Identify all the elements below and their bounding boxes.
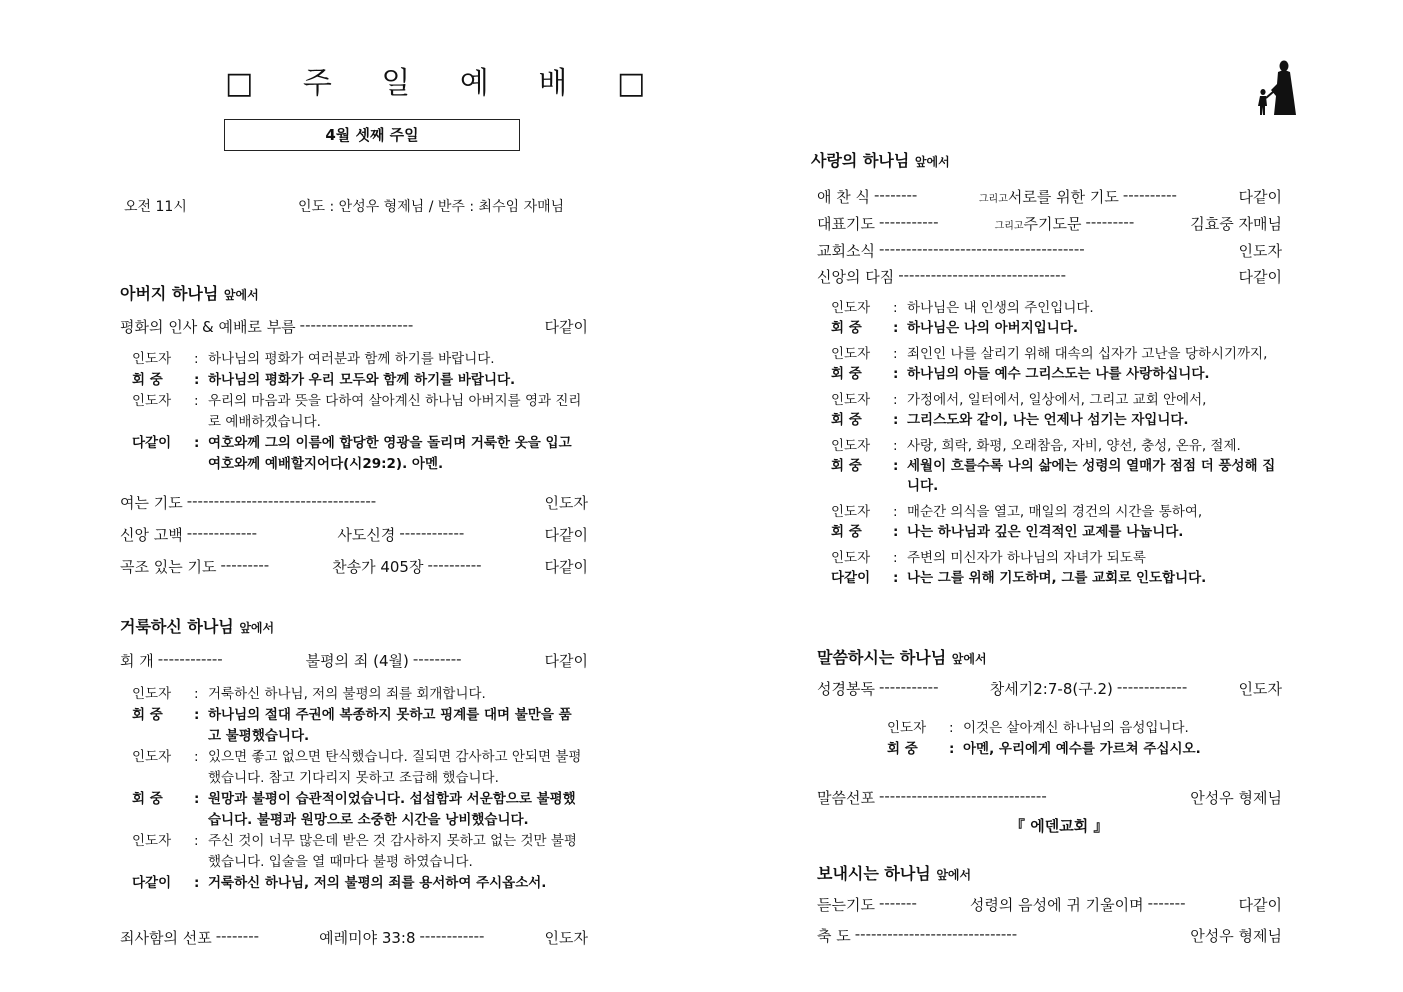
response-text: 있으면 좋고 없으면 탄식했습니다. 질되면 감사하고 안되면 불평했습니다. 참고 기다리지 못하고 조급해 했습니다. [208,749,582,786]
order-news [817,240,1282,261]
speaker: 회 중 [831,366,862,382]
response-row: 회 중 : 하나님의 아들 예수 그리스도는 나를 사랑하십니다. [831,364,1281,384]
item-leader: 다같이 [544,526,589,544]
dash-leader: ----------------------------------- [186,492,377,510]
item-label: 애 찬 식 [817,188,871,206]
speaker: 회 중 [831,320,862,336]
response-row: 회 중 : 그리스도와 같이, 나는 언제나 섬기는 자입니다. [831,410,1281,430]
response-row: 인도자 : 하나님의 평화가 여러분과 함께 하기를 바랍니다. [132,349,582,370]
response-text: 가정에서, 일터에서, 일상에서, 그리고 교회 안에서, [907,392,1207,408]
response-text: 하나님은 내 인생의 주인입니다. [907,300,1094,316]
item-detail: 주기도문 [1023,215,1082,233]
response-row: 인도자 : 주신 것이 너무 많은데 받은 것 감사하지 못하고 없는 것만 불평했습니다. 입술을 열 때마다 불평 하였습니다. [132,831,582,873]
item-label: 말씀선포 [817,789,875,807]
item-leader: 김효중 자매님 [1190,215,1282,233]
item-leader: 인도자 [1238,680,1283,698]
item-label: 평화의 인사 & 예배로 부름 [120,318,296,336]
response-text: 거룩하신 하나님, 저의 불평의 죄를 회개합니다. [208,686,486,702]
response-row: 인도자 : 가정에서, 일터에서, 일상에서, 그리고 교회 안에서, [831,390,1281,410]
item-leader: 다같이 [544,652,589,670]
response-row: 인도자 : 이것은 살아계신 하나님의 음성입니다. [887,718,1267,739]
item-leader: 다같이 [1238,268,1282,286]
section-title: 사랑의 하나님 [811,151,910,170]
dash-leader: ------- [1147,894,1186,912]
item-label: 죄사함의 선포 [120,929,212,947]
response-row: 인도자 : 있으면 좋고 없으면 탄식했습니다. 질되면 감사하고 안되면 불평했습니다. 참고 기다리지 못하고 조급해 했습니다. [132,747,582,789]
order-sermon [817,787,1282,808]
item-leader: 다같이 [1238,896,1282,914]
item-label: 신앙의 다짐 [817,268,895,286]
response-row: 인도자 : 우리의 마음과 뜻을 다하여 살아계신 하나님 아버지를 영과 진리로 예배하겠습니다. [132,391,582,433]
order-benediction [817,925,1282,946]
response-row: 인도자 : 죄인인 나를 살리기 위해 대속의 십자가 고난을 당하시기까지, [831,344,1281,364]
section-title: 보내시는 하나님 [817,864,931,883]
item-label: 축 도 [817,927,851,945]
response-row: 회 중 : 아멘, 우리에게 예수를 가르쳐 주십시오. [887,739,1267,760]
response-text: 우리의 마음과 뜻을 다하여 살아계신 하나님 아버지를 영과 진리로 예배하겠습니다. [208,393,582,430]
item-leader: 다같이 [544,318,588,336]
response-text: 아멘, 우리에게 예수를 가르쳐 주십시오. [963,741,1201,757]
response-text: 주신 것이 너무 많은데 받은 것 감사하지 못하고 없는 것만 불평했습니다. 입술을 열 때마다 불평 하였습니다. [208,833,577,870]
item-detail: 찬송가 405장 [332,558,424,576]
section-heading-holy [120,614,274,637]
speaker: 회 중 [132,707,163,723]
response-text: 이것은 살아계신 하나님의 음성입니다. [963,720,1189,736]
subtitle-box: 4월 셋째 주일 [224,119,520,151]
dash-leader: ---------- [427,556,482,574]
item-leader: 인도자 [544,929,589,947]
response-text: 여호와께 그의 이름에 합당한 영광을 돌리며 거룩한 옷을 입고 여호와께 예배할지어다(시29:2). 아멘. [208,435,572,472]
speaker: 인도자 [831,504,871,520]
connector-word: 그리고 [994,221,1024,232]
item-detail: 예레미야 33:8 [319,929,416,947]
item-leader: 안성우 형제님 [1190,789,1282,807]
dash-leader: --------- [412,650,462,668]
speaker: 다같이 [132,875,172,891]
item-detail: 창세기2:7-8(구.2) [989,680,1113,698]
section-heading-word [817,645,987,668]
service-time: 오전 11시 [124,199,187,215]
dash-leader: ------------------------------- [898,266,1067,284]
section-title: 거룩하신 하나님 [120,617,234,636]
response-text: 주변의 미신자가 하나님의 자녀가 되도록 [907,550,1146,566]
response-text: 하나님의 아들 예수 그리스도는 나를 사랑하십니다. [907,366,1210,382]
response-row: 인도자 : 사랑, 희락, 화평, 오래참음, 자비, 양선, 충성, 온유, 절제. [831,436,1281,456]
section-heading-sending [817,861,971,884]
dash-leader: ------- [878,894,917,912]
section-suffix: 앞에서 [914,155,950,169]
response-row: 인도자 : 주변의 미신자가 하나님의 자녀가 되도록 [831,548,1281,568]
order-hymn [120,556,588,577]
dash-leader: ---------- [1122,186,1177,204]
response-text: 하나님의 절대 주권에 복종하지 못하고 핑계를 대며 불만을 품고 불평했습니다. [208,707,572,744]
service-leaders: 인도 : 안성우 형제님 / 반주 : 최수임 자매님 [298,199,565,215]
section-title: 아버지 하나님 [120,284,219,303]
item-label: 듣는기도 [817,896,875,914]
response-row: 인도자 : 매순간 의식을 열고, 매일의 경건의 시간을 통하여, [831,502,1281,522]
page-title: □ 주 일 예 배 □ [225,66,666,101]
pledge-responses [831,298,1281,588]
response-row: 회 중 : 하나님의 절대 주권에 복종하지 못하고 핑계를 대며 불만을 품고 불평했습니다. [132,705,582,747]
connector-word: 그리고 [978,194,1008,205]
response-text: 나는 그를 위해 기도하며, 그를 교회로 인도합니다. [907,570,1207,586]
dash-leader: ------------ [399,524,465,542]
response-row: 회 중 : 하나님의 평화가 우리 모두와 함께 하기를 바랍니다. [132,370,582,391]
reading-responses [887,718,1267,760]
order-agape [817,186,1282,207]
dash-leader: ------------------------------- [878,787,1047,805]
section-heading-father [120,281,259,304]
speaker: 인도자 [132,833,172,849]
item-detail: 서로를 위한 기도 [1007,188,1119,206]
speaker: 인도자 [831,300,871,316]
speaker: 인도자 [831,392,871,408]
speaker: 회 중 [831,524,862,540]
item-detail: 불평의 죄 (4월) [305,652,409,670]
item-detail: 성령의 음성에 귀 기울이며 [969,896,1144,914]
church-name: 『 에덴교회 』 [1010,817,1109,835]
order-absolution [120,927,588,948]
dash-leader: -------------------------------------- [878,240,1085,258]
response-row: 회 중 : 원망과 불평이 습관적이었습니다. 섭섭함과 서운함으로 불평했습니다. 불평과 원망으로 소중한 시간을 낭비했습니다. [132,789,582,831]
item-leader: 인도자 [1238,242,1282,260]
dash-leader: ----------- [878,213,939,231]
speaker: 인도자 [831,550,871,566]
section-heading-love [811,148,950,171]
response-row: 다같이 : 거룩하신 하나님, 저의 불평의 죄를 용서하여 주시옵소서. [132,873,582,894]
response-row: 다같이 : 나는 그를 위해 기도하며, 그를 교회로 인도합니다. [831,568,1281,588]
item-label: 회 개 [120,652,154,670]
order-listening-prayer [817,894,1282,915]
dash-leader: -------- [874,186,918,204]
item-label: 여는 기도 [120,494,183,512]
item-label: 교회소식 [817,242,875,260]
order-pledge [817,266,1282,287]
speaker: 인도자 [132,749,172,765]
speaker: 회 중 [887,741,918,757]
response-row: 회 중 : 나는 하나님과 깊은 인격적인 교제를 나눕니다. [831,522,1281,542]
item-leader: 다같이 [1238,188,1282,206]
response-text: 하나님은 나의 아버지입니다. [907,320,1079,336]
response-row: 인도자 : 거룩하신 하나님, 저의 불평의 죄를 회개합니다. [132,684,582,705]
speaker: 인도자 [831,438,871,454]
response-text: 그리스도와 같이, 나는 언제나 섬기는 자입니다. [907,412,1189,428]
dash-leader: ----------- [878,678,939,696]
speaker: 인도자 [132,351,172,367]
response-row: 인도자 : 하나님은 내 인생의 주인입니다. [831,298,1281,318]
speaker: 다같이 [132,435,172,451]
item-leader: 인도자 [544,494,588,512]
response-row: 다같이 : 여호와께 그의 이름에 합당한 영광을 돌리며 거룩한 옷을 입고 여호와께 예배할지어다(시29:2). 아멘. [132,433,582,475]
response-text: 하나님의 평화가 우리 모두와 함께 하기를 바랍니다. [208,372,516,388]
dash-leader: ------------- [1116,678,1188,696]
item-label: 곡조 있는 기도 [120,558,217,576]
section-suffix: 앞에서 [951,652,987,666]
item-label: 성경봉독 [817,680,875,698]
item-detail: 사도신경 [337,526,396,544]
section-suffix: 앞에서 [936,868,972,882]
speaker: 회 중 [831,458,862,474]
item-label: 대표기도 [817,215,875,233]
section-suffix: 앞에서 [223,288,259,302]
order-rep-prayer [817,213,1282,234]
speaker: 인도자 [831,346,871,362]
speaker: 회 중 [132,372,163,388]
response-row: 회 중 : 하나님은 나의 아버지입니다. [831,318,1281,338]
speaker: 회 중 [132,791,163,807]
order-reading [817,678,1282,699]
order-greeting [120,316,588,337]
speaker: 인도자 [132,393,172,409]
item-leader: 안성우 형제님 [1190,927,1282,945]
response-text: 원망과 불평이 습관적이었습니다. 섭섭함과 서운함으로 불평했습니다. 불평과 원망으로 소중한 시간을 낭비했습니다. [208,791,576,828]
response-text: 세월이 흐를수록 나의 삶에는 성령의 열매가 점점 더 풍성해 집니다. [907,458,1276,494]
speaker: 회 중 [831,412,862,428]
speaker: 인도자 [132,686,172,702]
section-suffix: 앞에서 [239,621,275,635]
item-label: 신앙 고백 [120,526,183,544]
repent-responses [132,684,582,894]
response-text: 매순간 의식을 열고, 매일의 경건의 시간을 통하여, [907,504,1203,520]
dash-leader: ------------------------------ [854,925,1018,943]
response-row: 회 중 : 세월이 흐를수록 나의 삶에는 성령의 열매가 점점 더 풍성해 집니다. [831,456,1281,496]
dash-leader: -------- [215,927,260,945]
jesus-with-child-icon [1254,60,1304,118]
speaker: 인도자 [887,720,927,736]
dash-leader: --------------------- [299,316,414,334]
response-text: 죄인인 나를 살리기 위해 대속의 십자가 고난을 당하시기까지, [907,346,1268,362]
speaker: 다같이 [831,570,871,586]
response-text: 하나님의 평화가 여러분과 함께 하기를 바랍니다. [208,351,495,367]
order-repent [120,650,588,671]
dash-leader: --------- [220,556,270,574]
order-open-prayer [120,492,588,513]
greeting-responses [132,349,582,475]
section-title: 말씀하시는 하나님 [817,648,947,667]
response-text: 나는 하나님과 깊은 인격적인 교제를 나눕니다. [907,524,1184,540]
response-text: 사랑, 희락, 화평, 오래참음, 자비, 양선, 충성, 온유, 절제. [907,438,1241,454]
response-text: 거룩하신 하나님, 저의 불평의 죄를 용서하여 주시옵소서. [208,875,547,891]
dash-leader: --------- [1085,213,1135,231]
item-leader: 다같이 [544,558,588,576]
dash-leader: ------------ [419,927,485,945]
order-creed [120,524,588,545]
dash-leader: ------------ [157,650,223,668]
dash-leader: ------------- [186,524,258,542]
